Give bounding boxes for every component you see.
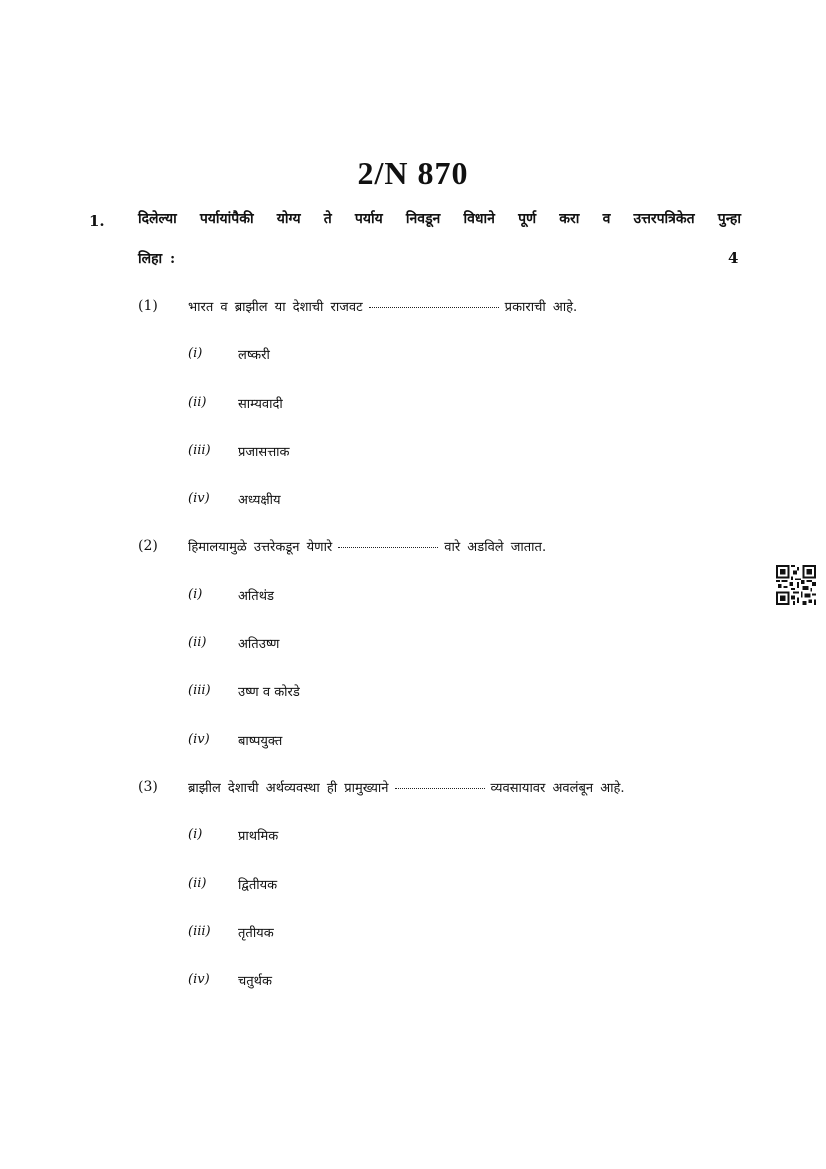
option-text: तृतीयक: [238, 926, 274, 941]
option-number: (iv): [188, 732, 210, 747]
subquestion-statement: [188, 778, 625, 796]
subquestion-statement: [188, 297, 577, 315]
option-number: (iii): [188, 683, 211, 698]
option-text: प्रजासत्ताक: [238, 445, 290, 460]
option-number: (iii): [188, 924, 211, 939]
option-number: (iv): [188, 972, 210, 987]
option-text: प्राथमिक: [238, 829, 279, 844]
option-text: अध्यक्षीय: [238, 493, 281, 508]
option-text: साम्यवादी: [238, 397, 283, 412]
qr-code-icon: [776, 565, 816, 605]
statement-before-blank: ब्राझील देशाची अर्थव्यवस्था ही प्रामुख्याने: [188, 781, 389, 796]
subquestion-statement: [188, 537, 546, 555]
option-text: अतिथंड: [238, 589, 274, 604]
option-text: बाष्पयुक्त: [238, 734, 283, 749]
option-number: (i): [188, 587, 203, 602]
option-number: (ii): [188, 395, 207, 410]
option-number: (ii): [188, 876, 207, 891]
statement-after-blank: वारे अडविले जातात.: [444, 540, 547, 555]
question-text-line2: लिहा :: [138, 251, 176, 267]
statement-after-blank: व्यवसायावर अवलंबून आहे.: [490, 781, 625, 796]
option-number: (iii): [188, 443, 211, 458]
statement-before-blank: भारत व ब्राझील या देशाची राजवट: [188, 300, 363, 315]
option-text: उष्ण व कोरडे: [238, 685, 300, 700]
option-text: लष्करी: [238, 348, 270, 363]
fill-blank: [395, 788, 485, 789]
option-number: (i): [188, 346, 203, 361]
option-text: अतिउष्ण: [238, 637, 280, 652]
subquestion-number: (2): [138, 538, 158, 554]
statement-after-blank: प्रकाराची आहे.: [504, 300, 578, 315]
option-text: द्वितीयक: [238, 878, 278, 893]
question-marks: 4: [728, 249, 739, 267]
subquestion-number: (1): [138, 298, 158, 314]
fill-blank: [369, 307, 499, 308]
statement-before-blank: हिमालयामुळे उत्तरेकडून येणारे: [188, 540, 333, 555]
subquestion-number: (3): [138, 779, 158, 795]
option-number: (iv): [188, 491, 210, 506]
question-number: 1.: [89, 212, 105, 230]
fill-blank: [338, 547, 438, 548]
option-text: चतुर्थक: [238, 974, 272, 989]
question-text-line1: दिलेल्या पर्यायांपैकी योग्य ते पर्याय निवडून विधाने पूर्ण करा व उत्तरपत्रिकेत पुन्हा: [138, 211, 741, 227]
option-number: (i): [188, 827, 203, 842]
paper-code: 2/N 870: [357, 155, 469, 191]
option-number: (ii): [188, 635, 207, 650]
